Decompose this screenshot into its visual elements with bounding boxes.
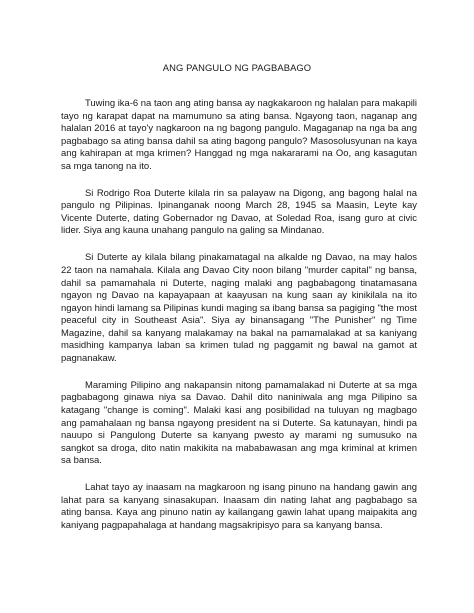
paragraph-1: Tuwing ika-6 na taon ang ating bansa ay nagkakaroon ng halalan para makapili tayo ng karapat dapat na mamumuno sa ating bansa. Ngayong taon, naganap ang halalan 2016 at tayo'y nagkaroon na ng bagong pangulo. Magaganap na nga ba ang pagbabago sa ating bansa dahil sa ating bagong pangulo? Masosolusyunan na kaya ang kahirapan at mga krimen? Hanggad ng mga nakararami na Oo, ang kasagutan sa mga tanong na ito. — [61, 98, 417, 172]
document-title: ANG PANGULO NG PAGBABAGO — [162, 62, 312, 73]
document-body — [61, 98, 417, 547]
paragraph-4: Maraming Pilipino ang nakapansin nitong pamamalakad ni Duterte at sa mga pagbabagong ginawa niya sa Davao. Dahil dito naniniwala ang mga Pilipino sa katagang "change is coming". Malaki kasi ang posibilidad na tuluyan ng magbago ang pamahalaan ng bansa ngayong president na si Duterte. Sa katunayan, hindi pa nauupo si Pangulong Duterte sa kanyang pwesto ay marami ng sumusuko na sangkot sa droga, dito natin makikita na mababawasan ang mga kriminal at krimen sa bansa. — [61, 379, 417, 467]
paragraph-3: Si Duterte ay kilala bilang pinakamatagal na alkalde ng Davao, na may halos 22 taon na namahala. Kilala ang Davao City noon bilang "murder capital" ng bansa, dahil sa pamamahala ni Duterte, naging malaki ang pagbabagong tinatamasana ngayon ng Davao na kapayapaan at kaayusan na kung saan ay kinikilala na ito ngayon hindi lamang sa Pilipinas kundi maging sa ibang bansa sa pagiging "the most peaceful city in Southeast Asia". Siya ay binansagang "The Punisher" ng Time Magazine, dahil sa kanyang malakamay na bakal na pamamalakad at sa kaniyang masidhing kampanya laban sa krimen tulad ng paggamit ng bawal na gamot at pagnanakaw. — [61, 252, 417, 364]
paragraph-2: Si Rodrigo Roa Duterte kilala rin sa palayaw na Digong, ang bagong halal na pangulo ng Pilipinas. Ipinanganak noong March 28, 1945 sa Maasin, Leyte kay Vicente Duterte, dating Gobernador ng Davao, at Soledad Roa, isang guro at civic lider. Siya ang kauna unahang pangulo na galing sa Mindanao. — [61, 187, 417, 237]
paragraph-5: Lahat tayo ay inaasam na magkaroon ng isang pinuno na handang gawin ang lahat para sa kanyang sinasakupan. Inaasam din nating lahat ang pagbabago sa ating bansa. Kaya ang pinuno natin ay kailangang gawin lahat upang maipakita ang kaniyang pagpapahalaga at handang magsakripisyo para sa kanyang bansa. — [61, 482, 417, 531]
